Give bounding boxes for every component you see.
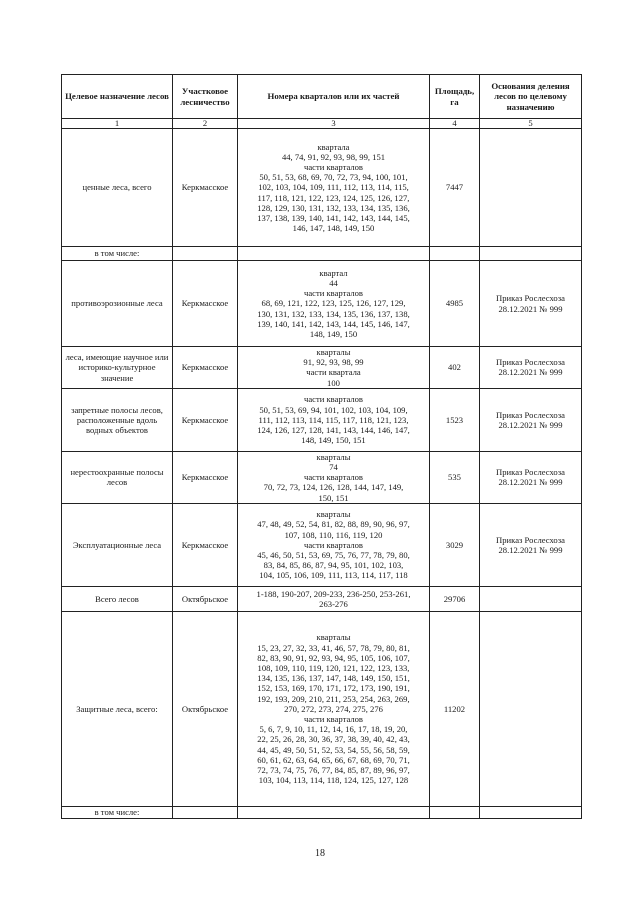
table-row (62, 451, 582, 503)
page-number: 18 (315, 848, 325, 859)
table-row (62, 503, 582, 586)
basis-cell (480, 611, 582, 806)
area-cell: 7447 (430, 129, 480, 247)
basis-cell (480, 247, 582, 261)
quarters-line: 82, 83, 90, 91, 92, 93, 94, 95, 105, 106, 107, (257, 652, 410, 663)
table-row (62, 388, 582, 451)
forestry-cell: Керкмасское (173, 129, 238, 247)
purpose-cell: в том числе: (62, 806, 173, 818)
quarters-line: 68, 69, 121, 122, 123, 125, 126, 127, 129, (261, 298, 406, 309)
area-cell: 29706 (430, 586, 480, 611)
purpose-cell: в том числе: (62, 247, 173, 261)
quarters-cell (238, 388, 430, 451)
quarters-line: 107, 108, 110, 116, 119, 120 (284, 529, 383, 540)
forestry-cell: Октябрьское (173, 611, 238, 806)
quarters-line: квартал (319, 267, 348, 278)
basis-cell: Приказ Рослесхоза 28.12.2021 № 999 (480, 451, 582, 503)
area-cell: 1523 (430, 388, 480, 451)
quarters-cell (238, 611, 430, 806)
purpose-cell: ценные леса, всего (62, 129, 173, 247)
basis-cell (480, 586, 582, 611)
basis-cell (480, 129, 582, 247)
table-row (62, 261, 582, 347)
quarters-line: 152, 153, 169, 170, 171, 172, 173, 190, 191, (257, 683, 410, 694)
quarters-line: 130, 131, 132, 133, 134, 135, 136, 137, 138, (257, 308, 410, 319)
quarters-line: 124, 126, 127, 128, 141, 143, 144, 146, 147, (257, 424, 410, 435)
quarters-line: 44 (329, 277, 338, 288)
quarters-line: 45, 46, 50, 51, 53, 69, 75, 76, 77, 78, 79, 80, (257, 549, 410, 560)
forestry-cell: Керкмасское (173, 347, 238, 389)
forestry-cell: Керкмасское (173, 503, 238, 586)
forestry-cell: Керкмасское (173, 261, 238, 347)
quarters-line: 102, 103, 104, 109, 111, 112, 113, 114, 115, (258, 182, 409, 193)
quarters-line: 50, 51, 53, 69, 94, 101, 102, 103, 104, 109, (259, 404, 408, 415)
quarters-line: 5, 6, 7, 9, 10, 11, 12, 14, 16, 17, 18, 19, 20, (259, 724, 408, 735)
quarters-line: 148, 149, 150, 151 (301, 435, 366, 446)
quarters-cell (238, 503, 430, 586)
area-cell: 11202 (430, 611, 480, 806)
quarters-line: части кварталов (304, 713, 363, 724)
column-number: 4 (430, 119, 480, 129)
purpose-cell: Защитные леса, всего: (62, 611, 173, 806)
quarters-line: кварталы (316, 451, 351, 462)
area-cell: 4985 (430, 261, 480, 347)
quarters-line: 137, 138, 139, 140, 141, 142, 143, 144, 145, (257, 213, 410, 223)
forestry-cell (173, 247, 238, 261)
area-cell: 402 (430, 347, 480, 389)
purpose-cell: Всего лесов (62, 586, 173, 611)
column-number-row (62, 119, 582, 129)
header-purpose: Целевое назначение лесов (62, 75, 173, 119)
quarters-line: квартала (317, 141, 350, 152)
quarters-cell (238, 261, 430, 347)
quarters-line: 104, 105, 106, 109, 111, 113, 114, 117, 118 (259, 570, 408, 581)
quarters-line: кварталы (316, 632, 351, 643)
quarters-line: 72, 73, 74, 75, 76, 77, 84, 85, 87, 89, 96, 97, (257, 764, 410, 775)
quarters-line: части кварталов (304, 288, 363, 299)
forest-purpose-table (61, 74, 582, 819)
quarters-line: 128, 129, 130, 131, 132, 133, 134, 135, 136, (257, 202, 410, 213)
table-row (62, 129, 582, 247)
quarters-line: 103, 104, 113, 114, 118, 124, 125, 127, 128 (258, 775, 409, 786)
quarters-line: 22, 25, 26, 28, 30, 36, 37, 38, 39, 40, 42, 43, (257, 734, 410, 745)
table-row (62, 586, 582, 611)
quarters-line: 47, 48, 49, 52, 54, 81, 82, 88, 89, 90, 96, 97, (257, 519, 410, 530)
quarters-line: 146, 147, 148, 149, 150 (292, 223, 375, 234)
basis-cell (480, 806, 582, 818)
quarters-line: 117, 118, 121, 122, 123, 124, 125, 126, 127, (257, 192, 410, 203)
table-row (62, 347, 582, 389)
quarters-cell (238, 586, 430, 611)
area-cell (430, 247, 480, 261)
quarters-line: 70, 72, 73, 124, 126, 128, 144, 147, 149, (263, 482, 404, 493)
quarters-line: 139, 140, 141, 142, 143, 144, 145, 146, 147, (257, 318, 410, 329)
quarters-line: 100 (327, 377, 340, 388)
area-cell: 3029 (430, 503, 480, 586)
quarters-line: 192, 193, 209, 210, 211, 253, 254, 263, 269, (257, 693, 410, 704)
quarters-cell (238, 129, 430, 247)
column-number: 1 (62, 119, 173, 129)
header-quarters: Номера кварталов или их частей (238, 75, 430, 119)
quarters-line: 108, 109, 110, 119, 120, 121, 122, 123, 133, (257, 662, 410, 673)
quarters-line: 91, 92, 93, 98, 99 (303, 357, 364, 368)
quarters-line: 44, 45, 49, 50, 51, 52, 53, 54, 55, 56, 58, 59, (257, 744, 410, 755)
quarters-line: 111, 112, 113, 114, 115, 117, 118, 121, 123, (258, 414, 409, 425)
area-cell (430, 806, 480, 818)
basis-cell: Приказ Рослесхоза 28.12.2021 № 999 (480, 388, 582, 451)
table-row (62, 247, 582, 261)
quarters-line: кварталы (316, 509, 351, 520)
header-area: Площадь, га (430, 75, 480, 119)
quarters-line: части кварталов (304, 161, 363, 172)
column-number: 5 (480, 119, 582, 129)
forestry-cell (173, 806, 238, 818)
quarters-line: 270, 272, 273, 274, 275, 276 (284, 703, 383, 714)
quarters-line: 263-276 (319, 598, 348, 609)
basis-cell: Приказ Рослесхоза 28.12.2021 № 999 (480, 503, 582, 586)
quarters-line: 150, 151 (318, 492, 349, 503)
table-header-row (62, 75, 582, 119)
quarters-line: 50, 51, 53, 68, 69, 70, 72, 73, 94, 100, 101, (259, 172, 408, 183)
purpose-cell: Эксплуатационные леса (62, 503, 173, 586)
quarters-line: 134, 135, 136, 137, 147, 148, 149, 150, 151, (257, 673, 410, 684)
forestry-cell: Октябрьское (173, 586, 238, 611)
quarters-line: части кварталов (304, 394, 363, 405)
quarters-line: кварталы (316, 347, 351, 357)
quarters-cell (238, 806, 430, 818)
basis-cell: Приказ Рослесхоза 28.12.2021 № 999 (480, 347, 582, 389)
basis-cell: Приказ Рослесхоза 28.12.2021 № 999 (480, 261, 582, 347)
purpose-cell: противоэрозионные леса (62, 261, 173, 347)
table-body (62, 129, 582, 819)
quarters-line: 1-188, 190-207, 209-233, 236-250, 253-261, (256, 588, 411, 599)
quarters-line: 74 (329, 462, 338, 473)
quarters-line: 148, 149, 150 (309, 329, 358, 339)
purpose-cell: нерестоохранные полосы лесов (62, 451, 173, 503)
header-basis: Основания деления лесов по целевому назначению (480, 75, 582, 119)
purpose-cell: запретные полосы лесов, расположенные вдоль водных объектов (62, 388, 173, 451)
quarters-cell (238, 451, 430, 503)
purpose-cell: леса, имеющие научное или историко-культурное значение (62, 347, 173, 389)
quarters-line: части кварталов (304, 539, 363, 550)
quarters-line: части квартала (306, 367, 361, 378)
quarters-line: 44, 74, 91, 92, 93, 98, 99, 151 (281, 151, 386, 162)
header-forestry: Участковое лесничество (173, 75, 238, 119)
forestry-cell: Керкмасское (173, 451, 238, 503)
column-number: 3 (238, 119, 430, 129)
quarters-cell (238, 247, 430, 261)
quarters-line: части кварталов (304, 472, 363, 483)
quarters-cell (238, 347, 430, 389)
quarters-line: 83, 84, 85, 86, 87, 94, 95, 101, 102, 103, (263, 560, 404, 571)
forestry-cell: Керкмасское (173, 388, 238, 451)
area-cell: 535 (430, 451, 480, 503)
quarters-line: 60, 61, 62, 63, 64, 65, 66, 67, 68, 69, 70, 71, (257, 754, 410, 765)
quarters-line: 15, 23, 27, 32, 33, 41, 46, 57, 78, 79, 80, 81, (257, 642, 410, 653)
column-number: 2 (173, 119, 238, 129)
table-row (62, 806, 582, 818)
table-row (62, 611, 582, 806)
